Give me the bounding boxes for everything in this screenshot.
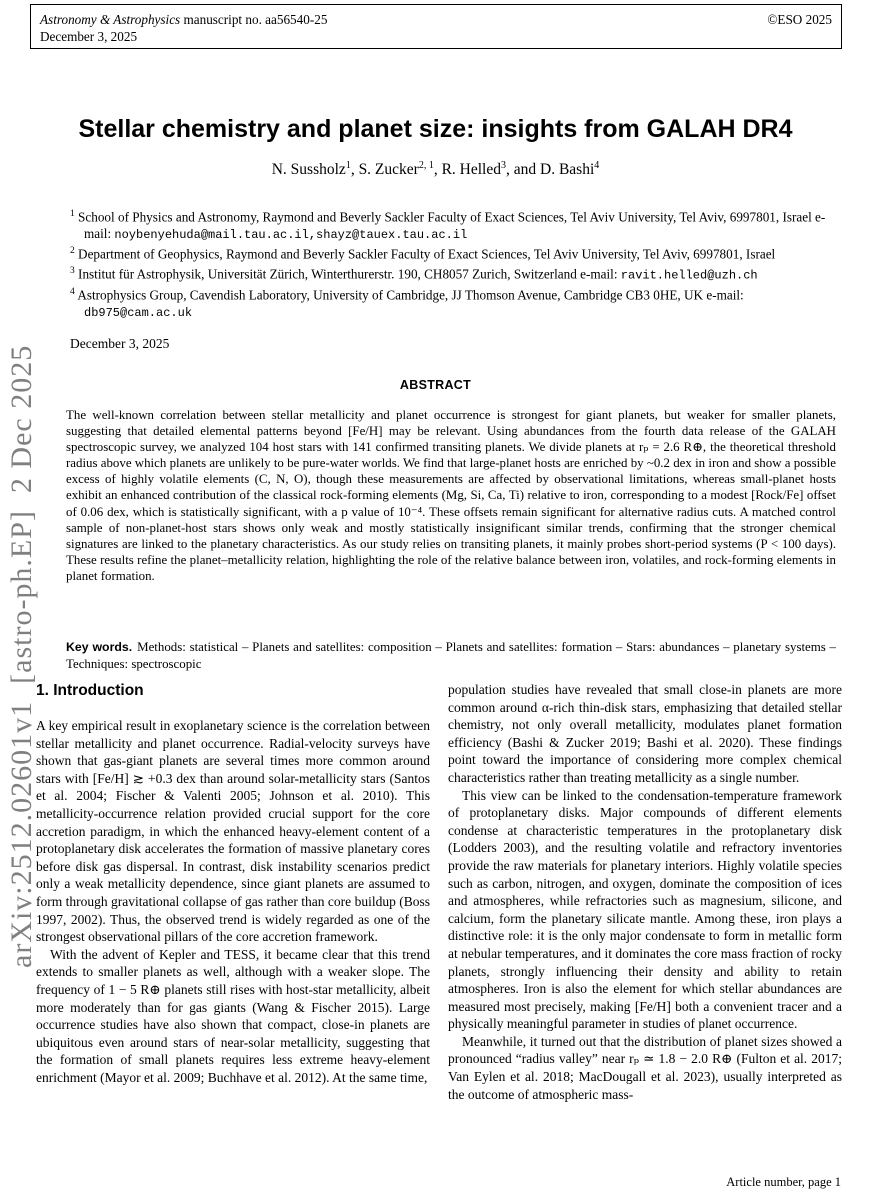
affiliation-item	[70, 206, 838, 243]
affiliation-email: db975@cam.ac.uk	[84, 305, 193, 320]
author-affiliation-ref: 1	[345, 160, 351, 171]
abstract-text: The well-known correlation between stellar metallicity and planet occurrence is strongest for giant planets, but weaker for smaller planets, suggesting that detailed elemental patterns beyond [Fe/H] may be relevant. Using abundances from the fourth data release of the GALAH spectroscopic survey, we analyzed 104 host stars with 141 confirmed transiting planets. We divide planets at rₚ = 2.6 R⊕, the theoretical threshold radius above which planets are unlikely to be pure-water worlds. We find that large-planet hosts are enriched by ~0.2 dex in iron and show a possible excess of highly volatile elements (C, N, O), though these measurements are affected by observational limitations, whereas small-planet hosts exhibit an enhanced contribution of the classical rock-forming elements (Mg, Si, Ca, Ti) relative to iron, corresponding to a modest [Rock/Fe] offset of 0.06 dex, which is statistically significant, with a p value of 10⁻⁴. These offsets remain significant for alternative radius cuts. A matched control sample of non-planet-host stars shows only weak and mostly statistically insignificant similar trends, confirming that the stronger chemical signatures are linked to the planetary characteristics. As our study relies on transiting planets, it mainly probes short-period systems (P < 100 days). These results refine the planet–metallicity relation, highlighting the role of the relative balance between iron, volatiles, and rock-forming elements in planet formation.	[66, 408, 836, 583]
author-name: R. Helled	[441, 161, 501, 179]
keywords-line	[66, 639, 836, 672]
affiliation-list	[70, 206, 838, 321]
affiliation-number: 3	[70, 266, 75, 276]
paper-title: Stellar chemistry and planet size: insights from GALAH DR4	[78, 115, 793, 143]
journal-name: Astronomy & Astrophysics	[40, 12, 181, 27]
affiliation-text: Department of Geophysics, Raymond and Beverly Sackler Faculty of Exact Sciences, Tel Aviv University, Tel Aviv, 6997801, Israel	[78, 246, 776, 262]
affiliation-item	[70, 284, 838, 321]
right-column-paragraphs	[448, 681, 842, 1103]
submission-date: December 3, 2025	[70, 336, 170, 351]
affiliation-number: 2	[70, 246, 75, 257]
manuscript-header-left	[40, 11, 327, 45]
abstract-heading: ABSTRACT	[399, 378, 472, 392]
manuscript-header-line1	[40, 11, 327, 28]
author-affiliation-ref: 4	[594, 160, 600, 171]
manuscript-header	[30, 4, 842, 49]
affiliation-text: Institut für Astrophysik, Universität Zürich, Winterthurerstr. 190, CH8057 Zurich, Switzerland e-mail:	[78, 266, 621, 282]
page-footer: Article number, page 1	[726, 1175, 841, 1189]
author-affiliation-ref: 3	[500, 160, 506, 171]
keywords-text: Methods: statistical – Planets and satellites: composition – Planets and satellites: formation – Stars: abundances – planetary systems – Techniques: spectroscopic	[66, 640, 836, 671]
affiliation-email: ravit.helled@uzh.ch	[620, 268, 758, 283]
body-paragraph: Meanwhile, it turned out that the distribution of planet sizes showed a pronounced “radius valley” near rₚ ≃ 1.8 − 2.0 R⊕ (Fulton et al. 2017; Van Eylen et al. 2018; MacDougall et al. 2023), usually interpreted as the outcome of atmospheric mass-	[448, 1033, 842, 1102]
affiliation-number: 4	[70, 286, 75, 297]
copyright-notice: ©ESO 2025	[767, 12, 832, 27]
author-name: S. Zucker	[358, 161, 419, 179]
body-paragraph: This view can be linked to the condensation-temperature framework of protoplanetary disks. Major compounds of different elements condense at characteristic temperatures in the protoplanetary disk (Lodders 2003), and the resulting volatile and refractory inventories provide the raw materials for planetary interiors. Highly volatile species such as carbon, nitrogen, and oxygen, dominate the composition of ices and atmospheres, while refractories such as magnesium, silicone, and calcium, form the planetary silicate mantle. Among these, iron plays a distinctive role: it is the only major condensate to form in metallic form at nebular temperatures, and it dominates the core mass fraction of rocky planets, strongly influencing their density and ability to retain atmospheres. Iron is also the element for which stellar abundances are measured most precisely, making [Fe/H] both a convenient tracer and a physically meaningful parameter in studies of planet occurrence.	[448, 787, 842, 1032]
author-name: D. Bashi	[540, 161, 595, 179]
manuscript-header-date: December 3, 2025	[40, 29, 138, 44]
right-column	[448, 681, 842, 1103]
body-paragraph: With the advent of Kepler and TESS, it became clear that this trend extends to smaller planets as well, although with a weaker slope. The frequency of 1 − 5 R⊕ planets still rises with host-star metallicity, albeit more moderately than for gas giants (Wang & Fischer 2015). Large occurrence studies have also shown that compact, close-in planets are ubiquitous even around stars of near-solar metallicity, suggesting that the formation of small planets requires less extreme heavy-element enrichment (Mayor et al. 2009; Buchhave et al. 2012). At the same time,	[36, 946, 430, 1085]
author-name: N. Sussholz	[271, 161, 346, 179]
affiliation-text: School of Physics and Astronomy, Raymond and Beverly Sackler Faculty of Exact Sciences, Tel Aviv University, Tel Aviv, 6997801, Israel e-mail:	[78, 209, 826, 241]
section-heading-introduction: 1. Introduction	[36, 682, 144, 699]
affiliation-item	[70, 243, 838, 263]
author-line: N. Sussholz$^1$, S. Zucker$^{2, 1}$, R. Helled$^3$, and D. Bashi$^4$	[271, 160, 600, 179]
two-column-body	[36, 681, 842, 1103]
keywords-label: Key words.	[66, 640, 133, 654]
affiliation-email: noybenyehuda@mail.tau.ac.il,shayz@tauex.tau.ac.il	[114, 227, 468, 242]
body-paragraph: A key empirical result in exoplanetary science is the correlation between stellar metallicity and planet occurrence. Radial-velocity surveys have shown that gas-giant planets are several times more common around stars with [Fe/H] ≳ +0.3 dex than around solar-metallicity stars (Santos et al. 2004; Fischer & Valenti 2005; Johnson et al. 2010). This metallicity-occurrence relation provided crucial support for the core accretion paradigm, in which the enhanced heavy-element content of a protoplanetary disk accelerates the formation of massive planetary cores before disk gas dispersal. In contrast, disk instability scenarios predict only a weak metallicity dependence, since giant planets are assumed to form through gravitational collapse of gas rather than core buildup (Boss 1997, 2002). Thus, the observed trend is widely regarded as one of the strongest observational pillars of the core accretion framework.	[36, 718, 430, 945]
left-column-paragraphs	[36, 717, 430, 1086]
body-paragraph: population studies have revealed that small close-in planets are more common around α-rich thin-disk stars, emphasizing that detailed stellar chemistry, not only overall metallicity, modulates planet formation efficiency (Bashi & Zucker 2019; Bashi et al. 2020). These findings point toward the importance of considering more complex chemical characteristics rather than treating metallicity as a single number.	[448, 682, 842, 785]
author-affiliation-ref: 2, 1	[418, 160, 434, 171]
manuscript-number: manuscript no. aa56540-25	[180, 12, 328, 27]
arxiv-stamp: arXiv:2512.02601v1 [astro-ph.EP] 2 Dec 2025	[5, 344, 38, 968]
affiliation-text: Astrophysics Group, Cavendish Laboratory, University of Cambridge, JJ Thomson Avenue, Cambridge CB3 0HE, UK e-mail:	[77, 287, 744, 303]
affiliation-item	[70, 263, 838, 284]
affiliation-number: 1	[70, 209, 75, 219]
left-column	[36, 681, 430, 1103]
